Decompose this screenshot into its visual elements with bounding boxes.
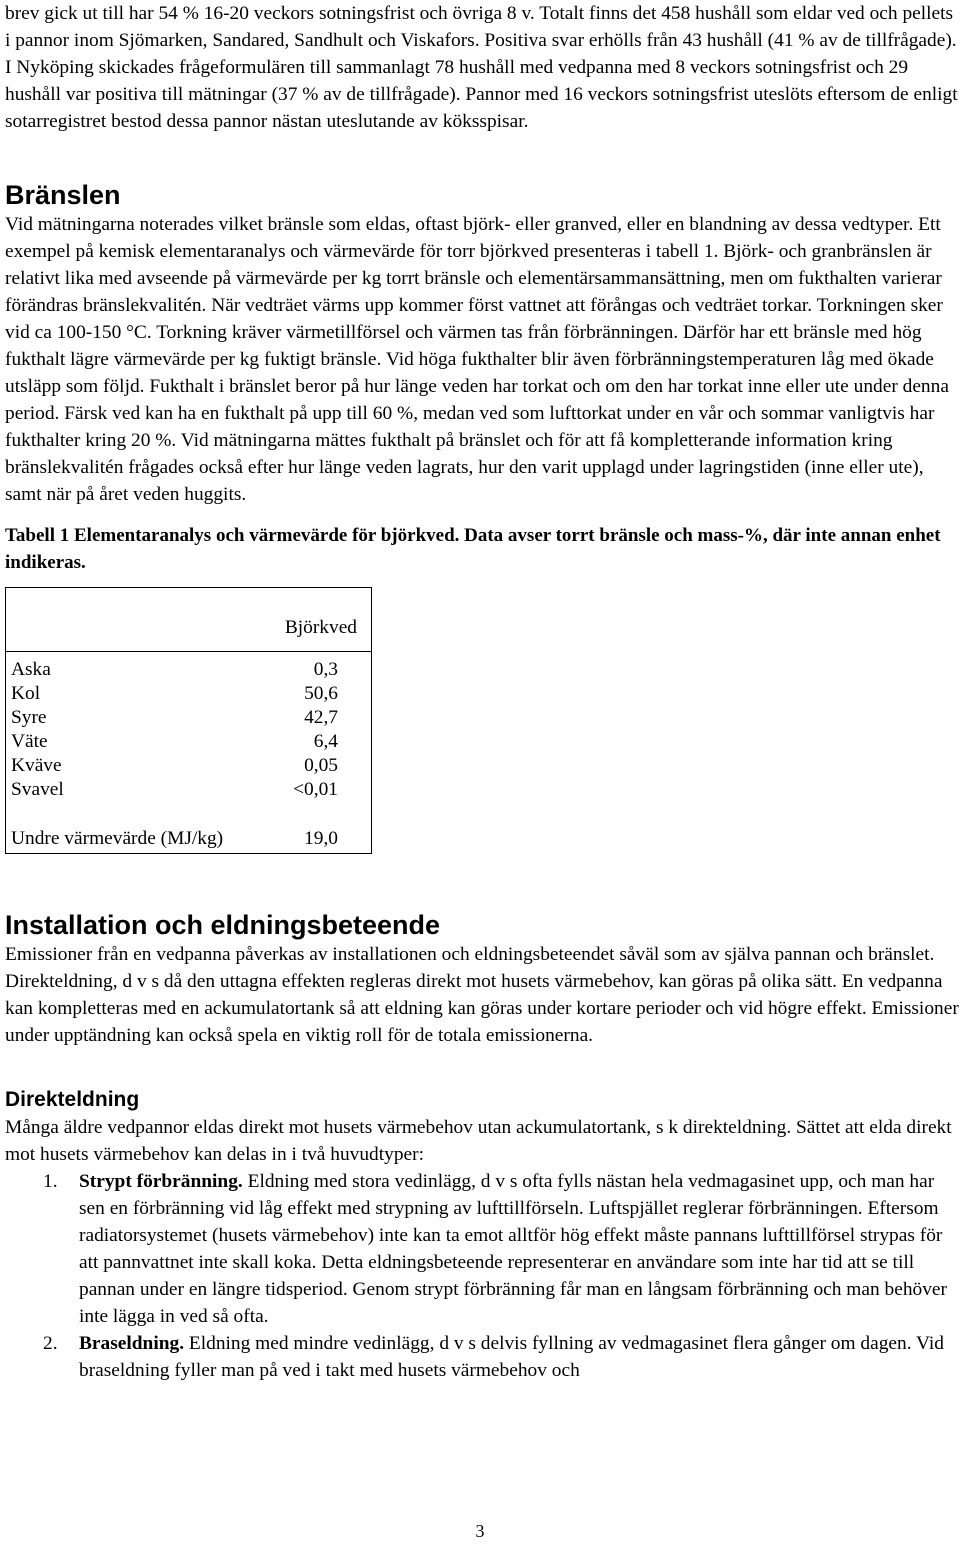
subsection-heading-direkteldning: Direkteldning: [5, 1088, 140, 1111]
row-value: 0,05: [304, 755, 338, 776]
table-row: [11, 706, 338, 730]
list-item-text: Eldning med mindre vedinlägg, d v s delvis fyllning av vedmagasinet flera gånger om dagen. Vid braseldning fyller man på ved i takt med husets värmebehov och: [79, 1333, 944, 1381]
row-label: Aska: [11, 659, 51, 680]
list-number: 2.: [43, 1333, 58, 1354]
table-row: [11, 754, 338, 778]
row-value: 42,7: [304, 707, 338, 728]
table-row-heating-value: [11, 827, 338, 851]
row-label: Undre värmevärde (MJ/kg): [11, 828, 224, 849]
list-number: 1.: [43, 1171, 58, 1192]
row-label: Kväve: [11, 755, 62, 776]
list-item-text: Eldning med stora vedinlägg, d v s ofta fylls nästan hela vedmagasinet upp, och man har sen en förbränning vid låg effekt med strypning av lufttillförseln. Luftspjället reglerar förbränningen. Eftersom radiatorsystemet (husets värmebehov) inte kan ta emot alltför hög effekt måste pannans lufttillförsel strypas för att pannvattnet inte skall koka. Detta eldningsbeteende representerar en användare som inte har tid att se till pannan under en längre tidsperiod. Genom strypt förbränning får man en långsam förbränning och man behöver inte lägga in ved så ofta.: [79, 1171, 947, 1327]
section-heading-bransle: Bränslen: [5, 180, 121, 210]
composition-table: [5, 587, 372, 854]
direkteldning-paragraph: Många äldre vedpannor eldas direkt mot husets värmebehov utan ackumulatortank, s k direkteldning. Sättet att elda direkt mot husets värmebehov kan delas in i två huvudtyper:: [5, 1117, 952, 1165]
row-label: Svavel: [11, 779, 64, 800]
list-item-title: Strypt förbränning.: [79, 1171, 243, 1192]
row-label: Kol: [11, 683, 41, 704]
row-label: Väte: [11, 731, 48, 752]
firing-types-list: [5, 1168, 960, 1384]
intro-paragraph: brev gick ut till har 54 % 16-20 veckors sotningsfrist och övriga 8 v. Totalt finns det 458 hushåll som eldar ved och pellets i pannor inom Sjömarken, Sandared, Sandhult och Viskafors. Positiva svar erhölls från 43 hushåll (41 % av de tillfrågade). I Nyköping skickades frågeformulären till sammanlagt 78 hushåll med vedpanna med 8 veckors sotningsfrist och 29 hushåll var positiva till mätningar (37 % av de tillfrågade). Pannor med 16 veckors sotningsfrist uteslöts eftersom de enligt sotarregistret bestod dessa pannor nästan uteslutande av köksspisar.: [5, 3, 958, 132]
table-row: [11, 730, 338, 754]
row-value: 19,0: [304, 828, 338, 849]
row-value: 6,4: [313, 731, 338, 752]
bransle-paragraph: Vid mätningarna noterades vilket bränsle som eldas, oftast björk- eller granved, eller en blandning av dessa vedtyper. Ett exempel på kemisk elementaranalys och värmevärde för torr björkved presenteras i tabell 1. Björk- och granbränslen är relativt lika med avseende på värmevärde per kg torrt bränsle och elementärsammansättning, men om fukthalten varierar förändras bränslekvalitén. När vedträet värms upp kommer först vattnet att förångas och vedträet torkar. Torkningen sker vid ca 100-150 °C. Torkning kräver värmetillförsel och värmen tas från förbränningen. Därför har ett bränsle med hög fukthalt lägre värmevärde per kg fuktigt bränsle. Vid höga fukthalter blir även förbränningstemperaturen låg med ökade utsläpp som följd. Fukthalt i bränslet beror på hur länge veden har torkat och om den har torkat inne eller ute under denna period. Färsk ved kan ha en fukthalt på upp till 60 %, medan ved som lufttorkat under en vår och sommar vanligtvis har fukthalter kring 20 %. Vid mätningarna mättes fukthalt på bränslet och för att få kompletterande information kring bränslekvalitén frågades också efter hur länge veden lagrats, hur den varit upplagd under lagringstiden (inne eller ute), samt när på året veden huggits.: [5, 214, 949, 505]
section-heading-installation: Installation och eldningsbeteende: [5, 910, 441, 940]
table-row: [11, 682, 338, 706]
page-number: 3: [475, 1521, 485, 1541]
list-item: [5, 1330, 960, 1384]
row-label: Syre: [11, 707, 47, 728]
document-page: [5, 0, 960, 1384]
table-header: [6, 588, 371, 652]
installation-paragraph: Emissioner från en vedpanna påverkas av installationen och eldningsbeteendet såväl som av själva pannan och bränslet. Direkteldning, d v s då den uttagna effekten regleras direkt mot husets värmebehov, kan göras på olika sätt. En vedpanna kan kompletteras med en ackumulatortank så att eldning kan göras under kortare perioder och vid högre effekt. Emissioner under upptändning kan också spela en viktig roll för de totala emissionerna.: [5, 944, 959, 1046]
table-caption: Tabell 1 Elementaranalys och värmevärde för björkved. Data avser torrt bränsle och mass-%, där inte annan enhet indikeras.: [5, 525, 941, 573]
row-value: 50,6: [304, 683, 338, 704]
table-row: [11, 778, 338, 802]
list-item-title: Braseldning.: [79, 1333, 185, 1354]
table-column-header: Björkved: [284, 617, 357, 638]
row-value: <0,01: [293, 779, 338, 800]
list-item: [5, 1168, 960, 1330]
row-value: 0,3: [313, 659, 338, 680]
table-row: [11, 658, 338, 682]
